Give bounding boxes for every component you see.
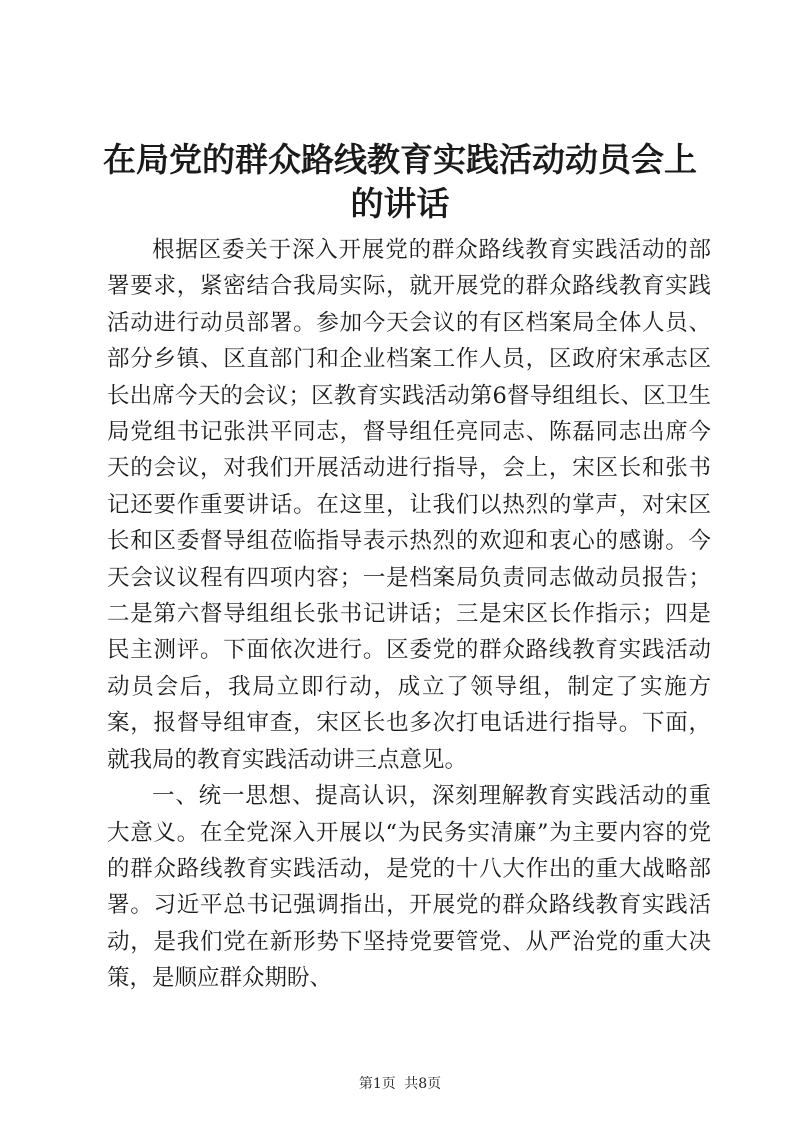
document-body <box>107 232 711 997</box>
page-number: 第1页 <box>358 1076 396 1092</box>
page-total: 共8页 <box>404 1076 442 1092</box>
paragraph-1: 根据区委关于深入开展党的群众路线教育实践活动的部署要求，紧密结合我局实际，就开展党的群众路线教育实践活动进行动员部署。参加今天会议的有区档案局全体人员、部分乡镇、区直部门和企业档案工作人员，区政府宋承志区长出席今天的会议；区教育实践活动第6督导组组长、区卫生局党组书记张洪平同志，督导组任亮同志、陈磊同志出席今天的会议，对我们开展活动进行指导，会上，宋区长和张书记还要作重要讲话。在这里，让我们以热烈的掌声，对宋区长和区委督导组莅临指导表示热烈的欢迎和衷心的感谢。今天会议议程有四项内容；一是档案局负责同志做动员报告；二是第六督导组组长张书记讲话；三是宋区长作指示；四是民主测评。下面依次进行。区委党的群众路线教育实践活动动员会后，我局立即行动，成立了领导组，制定了实施方案，报督导组审查，宋区长也多次打电话进行指导。下面，就我局的教育实践活动讲三点意见。 <box>107 237 711 773</box>
page-footer <box>0 1075 800 1093</box>
paragraph-2: 一、统一思想、提高认识，深刻理解教育实践活动的重大意义。在全党深入开展以“为民务实清廉”为主要内容的党的群众路线教育实践活动，是党的十八大作出的重大战略部署。习近平总书记强调指出，开展党的群众路线教育实践活动，是我们党在新形势下坚持党要管党、从严治党的重大决策，是顺应群众期盼、 <box>107 783 711 992</box>
document-title: 在局党的群众路线教育实践活动动员会上的讲话 <box>103 140 697 223</box>
